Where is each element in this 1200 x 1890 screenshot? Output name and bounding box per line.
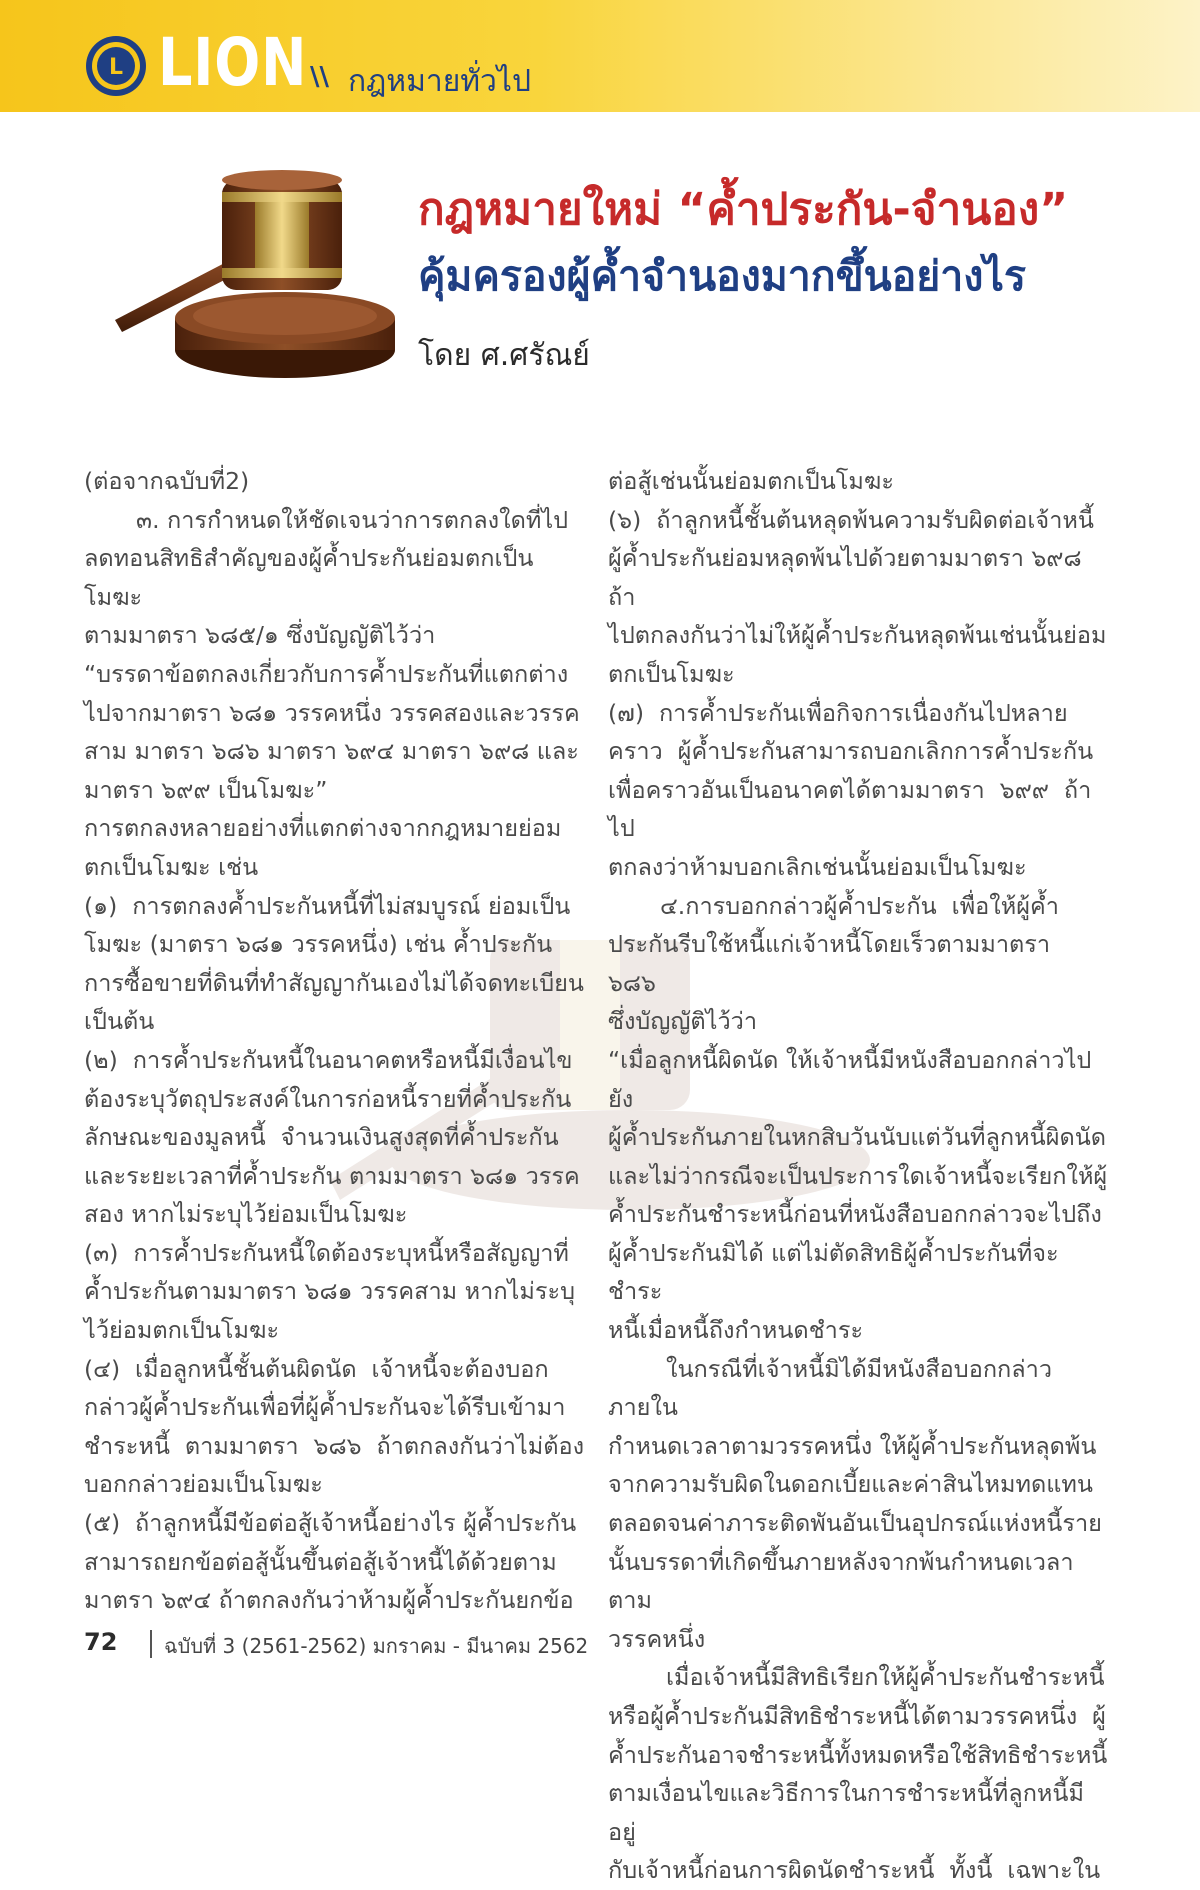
paragraph-line: ประกันรีบใช้หนี้แก่เจ้าหนี้โดยเร็วตามมาตรา ๖๘๖: [608, 930, 1066, 997]
issue-info: ฉบับที่ 3 (2561-2562) มกราคม - มีนาคม 2562: [164, 1634, 589, 1658]
paragraph-line: วรรคหนึ่ง: [608, 1624, 706, 1653]
paragraph-line: เมื่อเจ้าหนี้มีสิทธิเรียกให้ผู้ค้ำประกันชำระหนี้: [666, 1663, 1105, 1692]
paragraph-line: ค้ำประกันตามมาตรา ๖๘๑ วรรคสาม หากไม่ระบุ: [84, 1277, 576, 1306]
paragraph-line: ลักษณะของมูลหนี้ จำนวนเงินสูงสุดที่ค้ำประกัน: [84, 1123, 559, 1152]
paragraph-line: บอกกล่าวย่อมเป็นโมฆะ: [84, 1470, 323, 1499]
brand-title: LION: [158, 24, 308, 101]
gavel-illustration: [110, 150, 415, 390]
article-byline: โดย ศ.ศรัณย์: [418, 338, 590, 373]
paragraph-line: ค้ำประกันชำระหนี้ก่อนที่หนังสือบอกกล่าวจะไปถึง: [608, 1200, 1102, 1229]
paragraph-line: สอง หากไม่ระบุไว้ย่อมเป็นโมฆะ: [84, 1200, 408, 1229]
paragraph-line: “เมื่อลูกหนี้ผิดนัด ให้เจ้าหนี้มีหนังสือบอกกล่าวไปยัง: [608, 1045, 1092, 1113]
paragraph-line: กับเจ้าหนี้ก่อนการผิดนัดชำระหนี้ ทั้งนี้ เฉพาะใน: [608, 1856, 1101, 1885]
paragraph-line: (๒) การค้ำประกันหนี้ในอนาคตหรือหนี้มีเงื่อนไข: [84, 1045, 573, 1074]
paragraph-line: ตลอดจนค่าภาระติดพันอันเป็นอุปกรณ์แห่งหนี้ราย: [608, 1509, 1102, 1538]
section-separator: \\: [310, 62, 329, 92]
paragraph-line: ผู้ค้ำประกันภายในหกสิบวันนับแต่วันที่ลูกหนี้ผิดนัด: [608, 1123, 1107, 1152]
body-column-right: [608, 462, 1111, 1890]
paragraph-line: และไม่ว่ากรณีจะเป็นประการใดเจ้าหนี้จะเรียกให้ผู้: [608, 1161, 1108, 1190]
paragraph-line: (ต่อจากฉบับที่2): [84, 467, 250, 495]
paragraph-line: ตกเป็นโมฆะ เช่น: [84, 852, 259, 881]
paragraph-line: ไปจากมาตรา ๖๘๑ วรรคหนึ่ง วรรคสองและวรรค: [84, 698, 580, 727]
paragraph-line: (๗) การค้ำประกันเพื่อกิจการเนื่องกันไปหลาย: [608, 698, 1068, 727]
paragraph-line: (๕) ถ้าลูกหนี้มีข้อต่อสู้เจ้าหนี้อย่างไร ผู้ค้ำประกัน: [84, 1509, 577, 1538]
paragraph-line: จากความรับผิดในดอกเบี้ยและค่าสินไหมทดแทน: [608, 1470, 1093, 1499]
paragraph-line: (๔) เมื่อลูกหนี้ชั้นต้นผิดนัด เจ้าหนี้จะต้องบอก: [84, 1354, 549, 1383]
paragraph-line: (๖) ถ้าลูกหนี้ชั้นต้นหลุดพ้นความรับผิดต่อเจ้าหนี้: [608, 505, 1094, 534]
paragraph-line: ตามเงื่อนไขและวิธีการในการชำระหนี้ที่ลูกหนี้มีอยู่: [608, 1779, 1084, 1846]
paragraph-line: และระยะเวลาที่ค้ำประกัน ตามมาตรา ๖๘๑ วรรค: [84, 1161, 580, 1190]
footer-divider: [150, 1630, 152, 1658]
lions-logo-icon: [84, 34, 148, 98]
paragraph-line: ตามมาตรา ๖๘๕/๑ ซึ่งบัญญัติไว้ว่า: [84, 621, 436, 650]
article-title-line1: กฎหมายใหม่ “ค้ำประกัน-จำนอง”: [418, 184, 1069, 235]
paragraph-line: (๑) การตกลงค้ำประกันหนี้ที่ไม่สมบูรณ์ ย่อมเป็น: [84, 891, 571, 920]
paragraph-line: โมฆะ (มาตรา ๖๘๑ วรรคหนึ่ง) เช่น ค้ำประกัน: [84, 930, 553, 959]
paragraph-line: เป็นต้น: [84, 1007, 155, 1036]
paragraph-line: ไปตกลงกันว่าไม่ให้ผู้ค้ำประกันหลุดพ้นเช่นนั้นย่อม: [608, 621, 1107, 650]
paragraph-line: ตกลงว่าห้ามบอกเลิกเช่นนั้นย่อมเป็นโมฆะ: [608, 852, 1027, 881]
article-title-line2: คุ้มครองผู้ค้ำจำนองมากขึ้นอย่างไร: [418, 252, 1026, 300]
paragraph-line: หนี้เมื่อหนี้ถึงกำหนดชำระ: [608, 1316, 864, 1345]
paragraph-line: ชำระหนี้ ตามมาตรา ๖๘๖ ถ้าตกลงกันว่าไม่ต้อง: [84, 1431, 585, 1460]
paragraph-line: การซื้อขายที่ดินที่ทำสัญญากันเองไม่ได้จดทะเบียน: [84, 968, 584, 997]
paragraph-line: ต่อสู้เช่นนั้นย่อมตกเป็นโมฆะ: [608, 467, 894, 495]
paragraph-line: ผู้ค้ำประกันย่อมหลุดพ้นไปด้วยตามมาตรา ๖๙๘ ถ้า: [608, 544, 1090, 611]
paragraph-line: ๔.การบอกกล่าวผู้ค้ำประกัน เพื่อให้ผู้ค้ำ: [660, 891, 1059, 920]
paragraph-line: การตกลงหลายอย่างที่แตกต่างจากกฎหมายย่อม: [84, 814, 562, 843]
paragraph-line: ซึ่งบัญญัติไว้ว่า: [608, 1007, 758, 1036]
paragraph-line: ไว้ย่อมตกเป็นโมฆะ: [84, 1316, 280, 1345]
paragraph-line: ลดทอนสิทธิสำคัญของผู้ค้ำประกันย่อมตกเป็นโมฆะ: [84, 544, 534, 611]
svg-text:L: L: [108, 55, 124, 80]
paragraph-line: ๓. การกำหนดให้ชัดเจนว่าการตกลงใดที่ไป: [136, 505, 569, 534]
paragraph-line: หรือผู้ค้ำประกันมีสิทธิชำระหนี้ได้ตามวรรคหนึ่ง ผู้: [608, 1702, 1106, 1730]
paragraph-line: ต้องระบุวัตถุประสงค์ในการก่อหนี้รายที่ค้ำประกัน: [84, 1084, 572, 1113]
paragraph-line: กำหนดเวลาตามวรรคหนึ่ง ให้ผู้ค้ำประกันหลุดพ้น: [608, 1431, 1097, 1460]
paragraph-line: กล่าวผู้ค้ำประกันเพื่อที่ผู้ค้ำประกันจะได้รีบเข้ามา: [84, 1393, 566, 1422]
paragraph-line: มาตรา ๖๙๔ ถ้าตกลงกันว่าห้ามผู้ค้ำประกันยกข้อ: [84, 1586, 574, 1615]
paragraph-line: ตกเป็นโมฆะ: [608, 659, 735, 688]
section-label: กฎหมายทั่วไป: [348, 64, 532, 99]
paragraph-line: (๓) การค้ำประกันหนี้ใดต้องระบุหนี้หรือสัญญาที่: [84, 1238, 569, 1267]
paragraph-line: ค้ำประกันอาจชำระหนี้ทั้งหมดหรือใช้สิทธิชำระหนี้: [608, 1740, 1108, 1769]
paragraph-line: นั้นบรรดาที่เกิดขึ้นภายหลังจากพ้นกำหนดเวลาตาม: [608, 1547, 1074, 1615]
paragraph-line: มาตรา ๖๙๙ เป็นโมฆะ”: [84, 775, 328, 804]
paragraph-line: ในกรณีที่เจ้าหนี้มิได้มีหนังสือบอกกล่าวภายใน: [608, 1354, 1053, 1422]
paragraph-line: สาม มาตรา ๖๘๖ มาตรา ๖๙๔ มาตรา ๖๙๘ และ: [84, 737, 579, 766]
paragraph-line: เพื่อคราวอันเป็นอนาคตได้ตามมาตรา ๖๙๙ ถ้าไป: [608, 775, 1092, 843]
paragraph-line: คราว ผู้ค้ำประกันสามารถบอกเลิกการค้ำประกัน: [608, 737, 1094, 766]
body-column-left: [84, 462, 587, 1620]
page-number: 72: [84, 1628, 118, 1656]
paragraph-line: ผู้ค้ำประกันมิได้ แต่ไม่ตัดสิทธิผู้ค้ำประกันที่จะชำระ: [608, 1238, 1059, 1306]
paragraph-line: สามารถยกข้อต่อสู้นั้นขึ้นต่อสู้เจ้าหนี้ได้ด้วยตาม: [84, 1547, 557, 1576]
paragraph-line: “บรรดาข้อตกลงเกี่ยวกับการค้ำประกันที่แตกต่าง: [84, 659, 569, 688]
